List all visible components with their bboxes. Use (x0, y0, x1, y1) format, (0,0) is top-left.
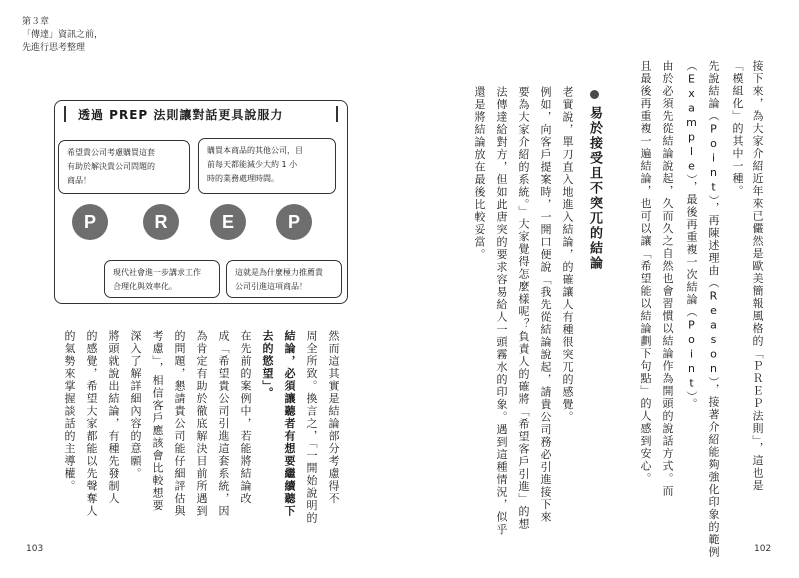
right-text-column: （Example），最後再重複一次結論（Point）。 (685, 60, 698, 411)
left-text-column: 的問題，懇請貴公司能仔細評估與 (173, 330, 186, 518)
right-text-column: 接下來，為大家介紹近年來已儼然是歐美簡報風格的「ＰＲＥＰ法則」，這也是 (751, 60, 764, 492)
bubble-example-line: 前每天都能減少大約 1 小 (207, 160, 298, 169)
right-text-column: 「模組化」的其中一種。 (731, 60, 744, 198)
letter-p-point-final: P (276, 204, 312, 240)
right-section-column: 老實說，單刀直入地進入結論，的確讓人有種很突兀的感覺。 (561, 86, 574, 424)
right-section-column: 例如，向客戶提案時，一開口便說「我先從結論說起，請貴公司務必引進接下來 (539, 86, 552, 524)
letter-e-example: E (210, 204, 246, 240)
left-text-column: 的氣勢來掌握談話的主導權。 (63, 330, 76, 493)
right-section-column: 還是將結論放在最後比較妥當。 (473, 86, 486, 261)
bubble-conclusion (226, 260, 342, 298)
left-text-column: 在先前的案例中，若能將結論改 (239, 330, 252, 505)
bubble-example (198, 138, 336, 194)
left-text-column: 周全所致。換言之，「一開始說明的 (305, 330, 318, 525)
bubble-reason-line: 現代社會進一步講求工作 (113, 268, 201, 277)
left-text-column: 的感覺，希望大家都能以先聲奪人 (85, 330, 98, 518)
letter-p-point: P (72, 204, 108, 240)
left-text-column: 然而這其實是結論部分考慮得不 (327, 330, 340, 505)
left-text-column: 成「希望貴公司引進這套系統，因 (217, 330, 230, 518)
title-bar-left (64, 106, 66, 122)
right-text-column: 由於必須先從結論說起，久而久之自然也會習慣以結論作為開頭的說話方式。而 (661, 60, 674, 498)
left-text-column-emphasis: 去的慾望」。 (261, 330, 274, 400)
bubble-conclusion-line: 這就是為什麼極力推薦貴 (235, 268, 323, 277)
bubble-reason-line: 合理化與效率化。 (113, 282, 177, 291)
bubble-reason (104, 260, 220, 298)
bubble-point-line: 有助於解決貴公司問題的 (67, 162, 155, 171)
bubble-point (58, 140, 190, 194)
letter-r-reason: R (143, 204, 179, 240)
figure-title: 透過 PREP 法則讓對話更具說服力 (78, 108, 284, 122)
page-number-left: 103 (26, 544, 44, 554)
right-section-column: 要為大家介紹的系統。」大家覺得怎麼樣呢？負責人的確將「希望客戶引進」的想 (517, 86, 530, 531)
left-text-column: 深入了解詳細內容的意願。 (129, 330, 142, 480)
right-section-column: 法傳達給對方，但如此唐突的要求容易給人一頭霧水的印象。遇到這種情況，似乎 (495, 86, 508, 536)
chapter-subtitle-line-2: 先進行思考整理 (22, 43, 86, 53)
title-bar-right (336, 106, 338, 122)
right-text-column: 且最後再重複一遍結論，也可以讓「希望能以結論劃下句點」的人感到安心。 (639, 60, 652, 485)
left-text-column: 將頭就說出結論，有種先發制人 (107, 330, 120, 505)
chapter-subtitle-line-1: 「傳達」資訊之前， (22, 30, 104, 40)
chapter-label: 第３章 (22, 17, 50, 27)
section-heading: 易於接受且不突兀的結論 (587, 106, 602, 271)
left-text-column: 考慮」，相信客戶應該會比較想要 (151, 330, 164, 512)
section-bullet-icon (590, 90, 599, 99)
page-number-right: 102 (754, 544, 772, 554)
bubble-example-line: 時的業務處理時間。 (207, 174, 279, 183)
left-text-column-emphasis: 結論，必須讓聽者有想要繼續聽下 (283, 330, 296, 518)
bubble-example-line: 購買本商品的其他公司，目 (207, 146, 303, 155)
bubble-conclusion-line: 公司引進這項商品！ (235, 282, 307, 291)
left-text-column: 為肯定有助於徹底解決目前所遇到 (195, 330, 208, 518)
bubble-point-line: 希望貴公司考慮購買這套 (67, 148, 155, 157)
right-text-column: 先說結論（Point），再陳述理由（Reason），接著介紹能夠強化印象的範例 (707, 60, 720, 559)
bubble-point-line: 商品！ (67, 176, 91, 185)
